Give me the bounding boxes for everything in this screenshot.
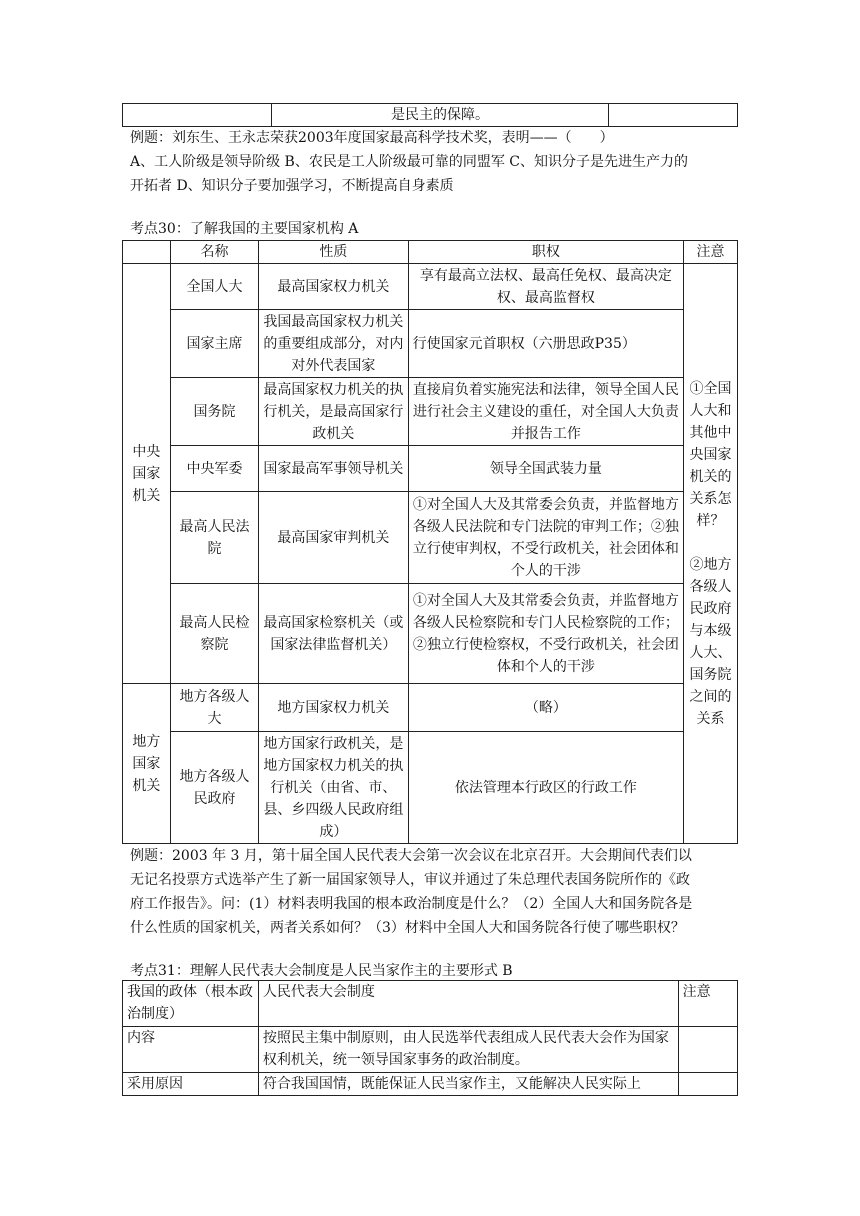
- organ-powers: ①对全国人大及其常委会负责，并监督地方各级人民法院和专门法院的审判工作；②独立行使审判权，不受行政机关，社会团体和个人的干涉: [408, 492, 683, 584]
- table-row: [123, 732, 738, 844]
- table-row: [123, 492, 738, 584]
- organ-nature: 最高国家审判机关: [259, 492, 408, 584]
- header-row: [123, 241, 738, 264]
- table-row: [123, 981, 738, 1027]
- continued-table: [122, 103, 738, 127]
- table-row: [123, 378, 738, 446]
- note-text1: ①全国人大和其他中央国家机关的关系怎样？: [689, 380, 732, 529]
- organ-name: 最高人民法院: [170, 492, 258, 584]
- row-content: 按照民主集中制原则，由人民选举代表组成人民代表大会作为国家权利机关，统一领导国家事务的政治制度。: [258, 1027, 678, 1073]
- row-content: 符合我国国情，既能保证人民当家作主，又能解决人民实际上: [258, 1073, 678, 1096]
- header-powers: 职权: [408, 241, 683, 264]
- table-row: [123, 684, 738, 732]
- point31-title: 考点31：理解人民代表大会制度是人民当家作主的主要形式 B: [130, 963, 513, 979]
- organ-powers: 依法管理本行政区的行政工作: [408, 732, 683, 844]
- central-organs-label: 中央国家机关: [123, 264, 171, 684]
- organ-nature: 最高国家权力机关的执行机关，是最高国家行政机关: [259, 378, 408, 446]
- row-note: [678, 1027, 737, 1073]
- local-organs-label: 地方国家机关: [123, 684, 171, 844]
- table-row: [123, 446, 738, 492]
- organ-powers: 领导全国武装力量: [408, 446, 683, 492]
- organ-powers: 享有最高立法权、最高任免权、最高决定权、最高监督权: [408, 264, 683, 310]
- header-name: 名称: [170, 241, 258, 264]
- header-blank: [123, 241, 171, 264]
- organ-powers: ①对全国人大及其常委会负责，并监督地方各级人民检察院和专门人民检察院的工作；②独立行使检察权，不受行政机关，社会团体和个人的干涉: [408, 584, 683, 684]
- organ-name: 国家主席: [170, 310, 258, 378]
- organ-name: 全国人大: [170, 264, 258, 310]
- row-note: 注意: [678, 981, 737, 1027]
- organ-name: 国务院: [170, 378, 258, 446]
- empty-cell: [609, 104, 738, 127]
- table-row: [123, 1027, 738, 1073]
- organ-nature: 国家最高军事领导机关: [259, 446, 408, 492]
- example2-line4: 什么性质的国家机关，两者关系如何？（3）材料中全国人大和国务院各行使了哪些职权？: [130, 920, 685, 936]
- top-row-text: 是民主的保障。: [271, 104, 609, 127]
- table-row: [123, 310, 738, 378]
- row-label: 采用原因: [123, 1073, 259, 1096]
- row-note: [678, 1073, 737, 1096]
- example2-line3: 府工作报告》。问：(1）材料表明我国的根本政治制度是什么？（2）全国人大和国务院各是: [130, 896, 693, 912]
- organ-nature: 最高国家权力机关: [259, 264, 408, 310]
- table-row: [123, 584, 738, 684]
- example1-line3: 开拓者 D、知识分子要加强学习，不断提高自身素质: [130, 178, 454, 194]
- organ-nature: 最高国家检察机关（或国家法律监督机关）: [259, 584, 408, 684]
- row-label: 我国的政体（根本政治制度）: [123, 981, 259, 1027]
- example1-line2: A、工人阶级是领导阶级 B、农民是工人阶级最可靠的同盟军 C、知识分子是先进生产力的: [130, 154, 689, 170]
- point30-title: 考点30：了解我国的主要国家机构 A: [130, 221, 359, 237]
- organ-name: 最高人民检察院: [170, 584, 258, 684]
- header-nature: 性质: [259, 241, 408, 264]
- empty-cell: [123, 104, 272, 127]
- organ-nature: 地方国家行政机关，是地方国家权力机关的执行机关（由省、市、县、乡四级人民政府组成）: [259, 732, 408, 844]
- table-row: [123, 264, 738, 310]
- note-text2: ②地方各级人民政府与本级人大、国务院之间的关系: [689, 556, 732, 727]
- organ-name: 中央军委: [170, 446, 258, 492]
- organ-name: 地方各级人民政府: [170, 732, 258, 844]
- organ-nature: 地方国家权力机关: [259, 684, 408, 732]
- example1-line1: 例题：刘东生、王永志荣获2003年度国家最高科学技术奖，表明——（ ）: [130, 130, 614, 146]
- example2-line2: 无记名投票方式选举产生了新一届国家领导人，审议并通过了朱总理代表国务院所作的《政: [130, 872, 690, 888]
- state-organs-table: [122, 240, 738, 844]
- organ-nature: 我国最高国家权力机关的重要组成部分，对内对外代表国家: [259, 310, 408, 378]
- organ-powers: 直接肩负着实施宪法和法律，领导全国人民进行社会主义建设的重任，对全国人大负责并报告工作: [408, 378, 683, 446]
- table-row: [123, 1073, 738, 1096]
- organ-name: 地方各级人大: [170, 684, 258, 732]
- header-note: 注意: [684, 241, 738, 264]
- npc-system-table: [122, 980, 738, 1096]
- note-cell: [684, 264, 738, 844]
- organ-powers: （略）: [408, 684, 683, 732]
- row-label: 内容: [123, 1027, 259, 1073]
- example2-line1: 例题：2003 年 3 月，第十届全国人民代表大会第一次会议在北京召开。大会期间代表们以: [130, 848, 692, 864]
- organ-powers: 行使国家元首职权（六册思政P35）: [408, 310, 683, 378]
- row-content: 人民代表大会制度: [258, 981, 678, 1027]
